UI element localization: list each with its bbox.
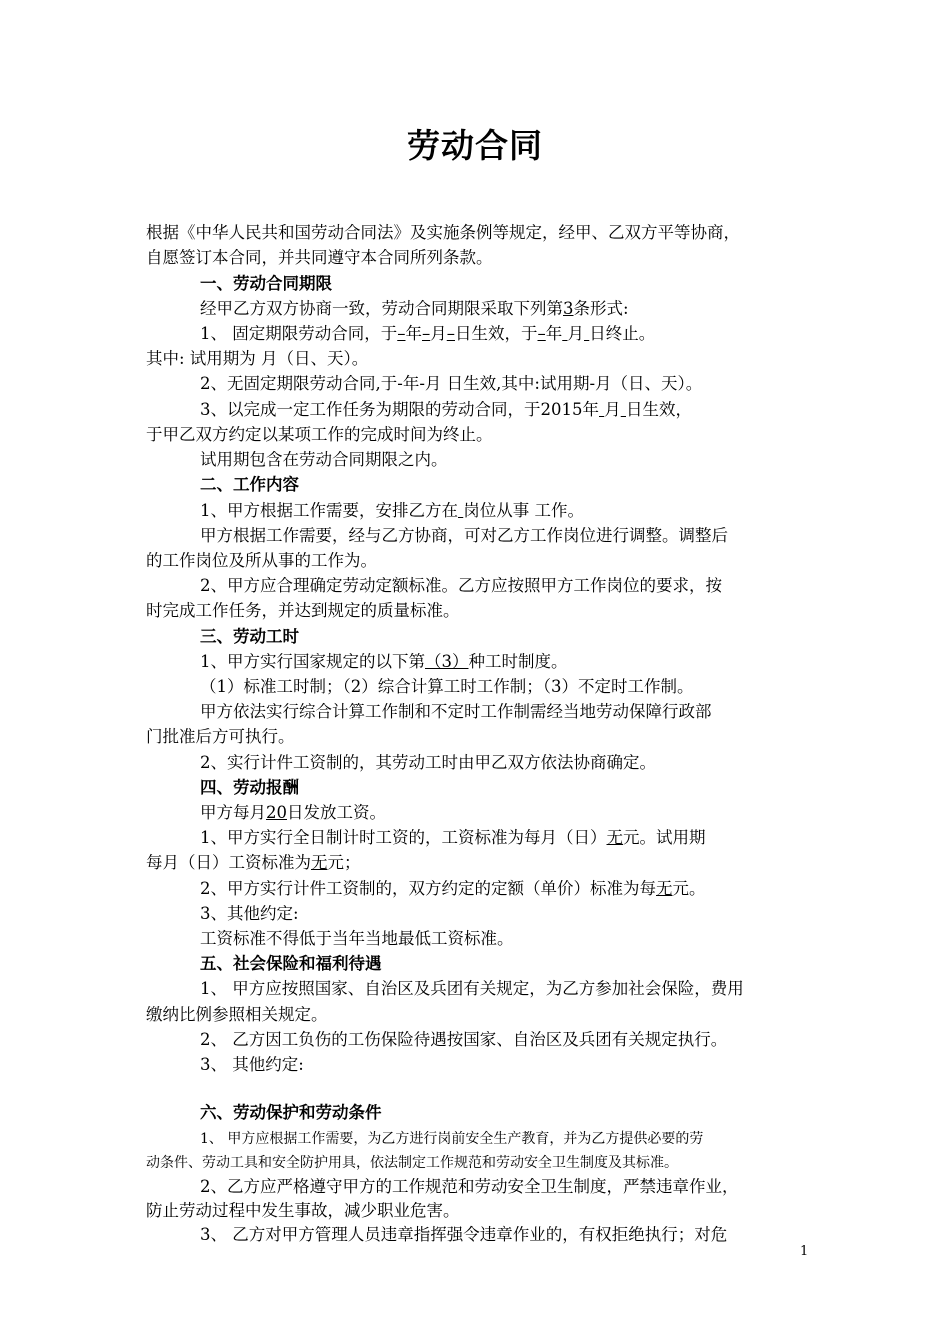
section-heading: 三、劳动工时 [200, 627, 299, 646]
paragraph-line: 1、甲方根据工作需要，安排乙方在 岗位从事 工作。 [200, 501, 584, 520]
paragraph-line: 2、乙方应严格遵守甲方的工作规范和劳动安全卫生制度，严禁违章作业， [200, 1177, 739, 1196]
paragraph-line: 缴纳比例参照相关规定。 [146, 1005, 328, 1024]
paragraph-line: 根据《中华人民共和国劳动合同法》及实施条例等规定，经甲、乙双方平等协商， [146, 223, 740, 242]
paragraph-line: 动条件、劳动工具和安全防护用具，依法制定工作规范和劳动安全卫生制度及其标准。 [146, 1155, 678, 1171]
section-heading: 四、劳动报酬 [200, 778, 299, 797]
paragraph-line: 经甲乙方双方协商一致，劳动合同期限采取下列第3条形式: [200, 299, 629, 318]
paragraph-line: 1、 甲方应按照国家、自治区及兵团有关规定，为乙方参加社会保险，费用 [200, 979, 744, 998]
paragraph-line: 每月（日）工资标准为无元； [146, 853, 361, 872]
paragraph-line: 防止劳动过程中发生事故，减少职业危害。 [146, 1201, 460, 1220]
paragraph-line: 于甲乙双方约定以某项工作的完成时间为终止。 [146, 425, 493, 444]
paragraph-line: 3、以完成一定工作任务为期限的劳动合同，于2015年 月 日生效， [200, 400, 692, 419]
paragraph-line: 自愿签订本合同，并共同遵守本合同所列条款。 [146, 248, 493, 267]
paragraph-line: 1、甲方实行全日制计时工资的，工资标准为每月（日）无元。试用期 [200, 828, 706, 847]
section-heading: 五、社会保险和福利待遇 [200, 954, 382, 973]
paragraph-line: 甲方每月20日发放工资。 [200, 803, 386, 822]
paragraph-line: 3、其他约定: [200, 904, 299, 923]
paragraph-line: 1、 甲方应根据工作需要，为乙方进行岗前安全生产教育，并为乙方提供必要的劳 [200, 1131, 704, 1147]
paragraph-line: 3、 乙方对甲方管理人员违章指挥强令违章作业的，有权拒绝执行；对危 [200, 1225, 728, 1244]
paragraph-line: 3、 其他约定: [200, 1055, 304, 1074]
document-title: 劳动合同 [407, 126, 543, 165]
section-heading: 二、工作内容 [200, 475, 299, 494]
paragraph-line: 2、无固定期限劳动合同,于-年-月 日生效,其中:试用期-月（日、天）。 [200, 374, 703, 393]
paragraph-line: 2、甲方应合理确定劳动定额标准。乙方应按照甲方工作岗位的要求，按 [200, 576, 722, 595]
paragraph-line: 工资标准不得低于当年当地最低工资标准。 [200, 929, 514, 948]
paragraph-line: 门批准后方可执行。 [146, 727, 295, 746]
paragraph-line: 的工作岗位及所从事的工作为。 [146, 551, 377, 570]
paragraph-line: 2、 乙方因工负伤的工伤保险待遇按国家、自治区及兵团有关规定执行。 [200, 1030, 728, 1049]
paragraph-line: 其中: 试用期为 月（日、天）。 [146, 349, 369, 368]
paragraph-line: 1、甲方实行国家规定的以下第（3）种工时制度。 [200, 652, 568, 671]
paragraph-line: 甲方依法实行综合计算工作制和不定时工作制需经当地劳动保障行政部 [200, 702, 712, 721]
paragraph-line: 1、 固定期限劳动合同，于–年–月–日生效，于–年 月 日终止。 [200, 324, 656, 343]
section-heading: 六、劳动保护和劳动条件 [200, 1103, 382, 1122]
paragraph-line: 甲方根据工作需要，经与乙方协商，可对乙方工作岗位进行调整。调整后 [200, 526, 728, 545]
paragraph-line: 2、甲方实行计件工资制的，双方约定的定额（单价）标准为每无元。 [200, 879, 706, 898]
page-number: 1 [800, 1244, 809, 1259]
paragraph-line: （1）标准工时制；（2）综合计算工时工作制；（3）不定时工作制。 [200, 677, 694, 696]
paragraph-line: 2、实行计件工资制的，其劳动工时由甲乙双方依法协商确定。 [200, 753, 656, 772]
section-heading: 一、劳动合同期限 [200, 274, 332, 293]
paragraph-line: 时完成工作任务，并达到规定的质量标准。 [146, 601, 460, 620]
paragraph-line: 试用期包含在劳动合同期限之内。 [200, 450, 448, 469]
